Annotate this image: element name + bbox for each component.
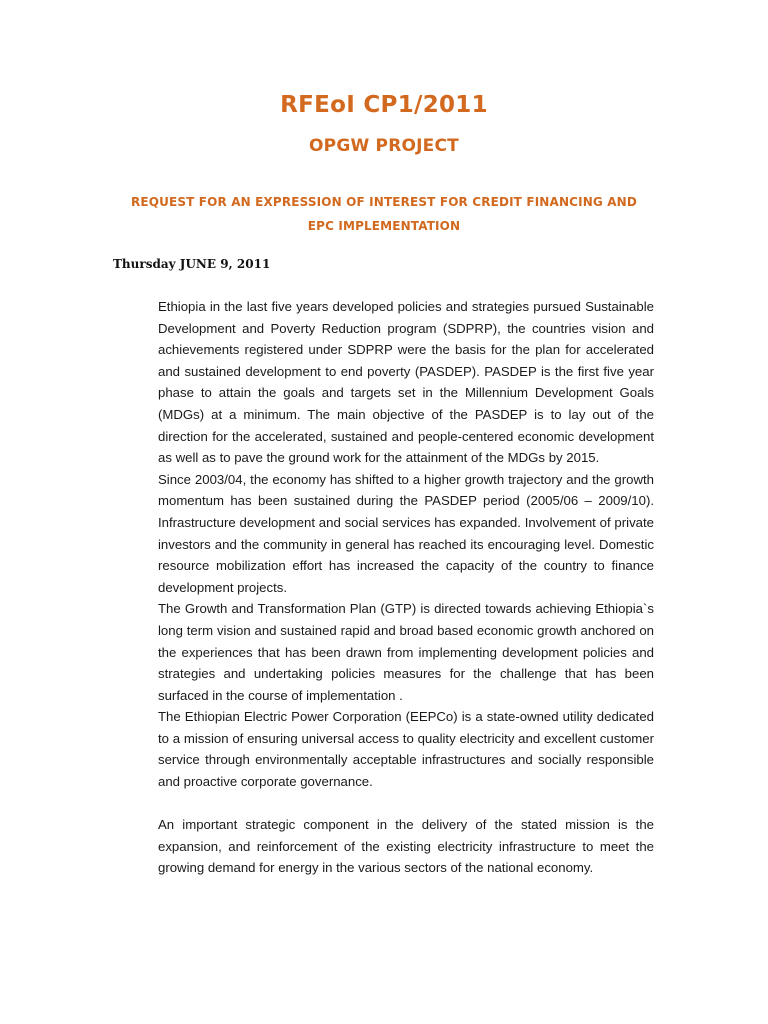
paragraph-policy-background: Ethiopia in the last five years developed policies and strategies pursued Sustainable Development and Poverty Reduction program (SDPRP), the countries vision and achievements registered under SDPRP were the basis for the plan for accelerated and sustained development to end poverty (PASDEP). PASDEP is the first five year phase to attain the goals and targets set in the Millennium Development Goals (MDGs) at a minimum. The main objective of the PASDEP is to lay out of the direction for the accelerated, sustained and people-centered economic development as well as to pave the ground work for the attainment of the MDGs by 2015. — [158, 299, 654, 466]
paragraph-gtp: The Growth and Transformation Plan (GTP) is directed towards achieving Ethiopia`s long term vision and sustained rapid and broad based economic growth anchored on the experiences that has been drawn from implementing development policies and strategies and undertaking policies measures for the challenge that has been surfaced in the course of implementation . — [158, 601, 654, 703]
request-heading-line-1: REQUEST FOR AN EXPRESSION OF INTEREST FOR CREDIT FINANCING AND — [131, 195, 637, 209]
document-body — [158, 296, 654, 879]
request-heading-line-2: EPC IMPLEMENTATION — [307, 219, 461, 233]
paragraph-strategic-component: An important strategic component in the delivery of the stated mission is the expansion, and reinforcement of the existing electricity infrastructure to meet the growing demand for energy in the various sectors of the national economy. — [158, 817, 654, 876]
paragraph-eepco-mission: The Ethiopian Electric Power Corporation (EEPCo) is a state-owned utility dedicated to a mission of ensuring universal access to quality electricity and excellent customer service through environmentally acceptable infrastructures and socially responsible and proactive corporate governance. — [158, 709, 654, 790]
paragraph-economic-growth: Since 2003/04, the economy has shifted to a higher growth trajectory and the growth momentum has been sustained during the PASDEP period (2005/06 – 2009/10). Infrastructure development and social services has expanded. Involvement of private investors and the community in general has reached its encouraging level. Domestic resource mobilization effort has increased the capacity of the country to finance development projects. — [158, 471, 654, 595]
request-heading — [100, 190, 668, 238]
document-date: Thursday JUNE 9, 2011 — [113, 257, 271, 271]
project-subtitle: OPGW PROJECT — [309, 136, 459, 156]
document-title: RFEoI CP1/2011 — [280, 92, 488, 118]
